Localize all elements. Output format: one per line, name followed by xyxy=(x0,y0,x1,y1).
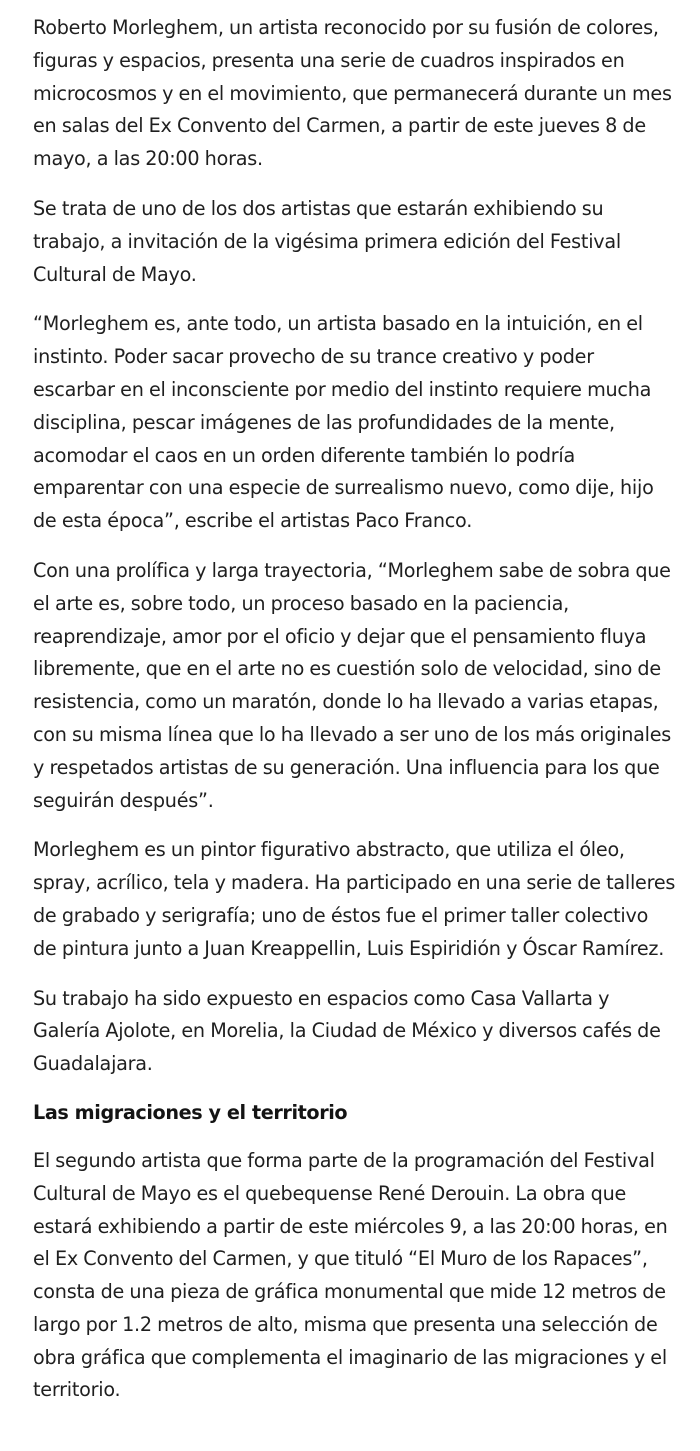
quote-paragraph: “Morleghem es, ante todo, un artista basado en la intuición, en el instinto. Poder sacar provecho de su trance creativo y poder escarbar en el inconsciente por medio del instinto requiere mucha disciplina, pescar imágenes de las profundidades de la mente, acomodar el caos en un orden diferente también lo podría emparentar con una especie de surrealismo nuevo, como dije, hijo de esta época”, escribe el artistas Paco Franco. xyxy=(33,312,654,533)
paragraph: Morleghem es un pintor figurativo abstracto, que utiliza el óleo, spray, acrílico, tela y madera. Ha participado en una serie de talleres de grabado y serigrafía; uno de éstos fue el primer taller colectivo de pintura junto a Juan Kreappellin, Luis Espiridión y Óscar Ramírez. xyxy=(33,838,676,960)
paragraph: Con una prolífica y larga trayectoria, “Morleghem sabe de sobra que el arte es, sobre todo, un proceso basado en la paciencia, reaprendizaje, amor por el oficio y dejar que el pensamiento fluya libremente, que en el arte no es cuestión solo de velocidad, sino de resistencia, como un maratón, donde lo ha llevado a varias etapas, con su misma línea que lo ha llevado a ser uno de los más originales y respetados artistas de su generación. Una influencia para los que seguirán después”. xyxy=(33,558,672,812)
section-subheading: Las migraciones y el territorio xyxy=(33,1100,348,1124)
paragraph: Su trabajo ha sido expuesto en espacios como Casa Vallarta y Galería Ajolote, en Morelia, la Ciudad de México y diversos cafés de Guadalajara. xyxy=(33,986,661,1076)
paragraph: El segundo artista que forma parte de la programación del Festival Cultural de Mayo es el quebequense René Derouin. La obra que estará exhibiendo a partir de este miércoles 9, a las 20:00 horas, en el Ex Convento del Carmen, y que tituló “El Muro de los Rapaces”, consta de una pieza de gráfica monumental que mide 12 metros de largo por 1.2 metros de alto, misma que presenta una selección de obra gráfica que complementa el imaginario de las migraciones y el territorio. xyxy=(33,1148,668,1402)
paragraph: Roberto Morleghem, un artista reconocido por su fusión de colores, figuras y espacios, presenta una serie de cuadros inspirados en microcosmos y en el movimiento, que permanecerá durante un mes en salas del Ex Convento del Carmen, a partir de este jueves 8 de mayo, a las 20:00 horas. xyxy=(33,16,672,171)
paragraph: Se trata de uno de los dos artistas que estarán exhibiendo su trabajo, a invitación de la vigésima primera edición del Festival Cultural de Mayo. xyxy=(33,196,621,286)
